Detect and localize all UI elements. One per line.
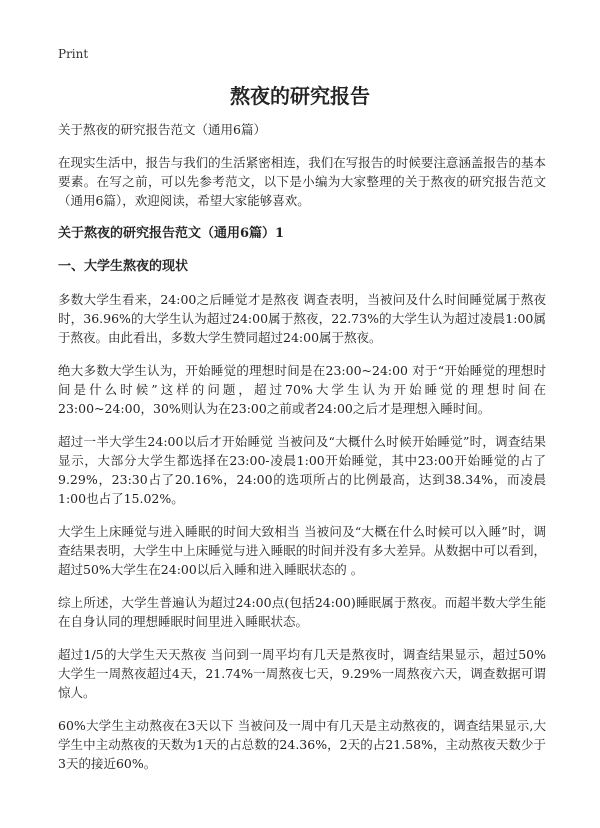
body-paragraph: 绝大多数大学生认为，开始睡觉的理想时间是在23:00~24:00 对于“开始睡觉的理想时间是什么时候”这样的问题，超过70%大学生认为开始睡觉的理想时间在23:00~24:00，30%则认为在23:00之前或者24:00之后才是理想入睡时间。	[58, 363, 546, 416]
body-paragraph: 60%大学生主动熬夜在3天以下 当被问及一周中有几天是主动熬夜的，调查结果显示,大学生中主动熬夜的天数为1天的占总数的24.36%，2天的占21.58%，主动熬夜天数少于3天的接近60%。	[58, 718, 546, 771]
body-paragraph: 超过1/5的大学生天天熬夜 当问到一周平均有几天是熬夜时，调查结果显示，超过50%大学生一周熬夜超过4天，21.74%一周熬夜七天，9.29%一周熬夜六天，调查数据可谓惊人。	[58, 647, 546, 700]
body-paragraph: 综上所述，大学生普遍认为超过24:00点(包括24:00)睡眠属于熬夜。而超半数大学生能在自身认同的理想睡眠时间里进入睡眠状态。	[58, 595, 546, 629]
document-body	[58, 120, 546, 787]
body-paragraph: 大学生上床睡觉与进入睡眠的时间大致相当 当被问及“大概在什么时候可以入睡”时，调查结果表明，大学生中上床睡觉与进入睡眠的时间并没有多大差异。从数据中可以看到，超过50%大学生在24:00以后入睡和进入睡眠状态的 。	[58, 524, 546, 577]
print-button[interactable]: Print	[58, 47, 89, 61]
page-title: 熬夜的研究报告	[230, 84, 370, 108]
subsection-heading: 一、大学生熬夜的现状	[58, 259, 189, 274]
body-paragraph: 多数大学生看来，24:00之后睡觉才是熬夜 调查表明，当被问及什么时间睡觉属于熬夜时，36.96%的大学生认为超过24:00属于熬夜，22.73%的大学生认为超过凌晨1:00属于熬夜。由此看出，多数大学生赞同超过24:00属于熬夜。	[58, 292, 546, 345]
body-paragraph: 超过一半大学生24:00以后才开始睡觉 当被问及“大概什么时候开始睡觉”时，调查结果显示，大部分大学生都选择在23:00-凌晨1:00开始睡觉，其中23:00开始睡觉的占了9.29%，23:30占了20.16%，24:00的选项所占的比例最高，达到38.34%，而凌晨1:00也占了15.02%。	[58, 434, 546, 506]
document-subtitle: 关于熬夜的研究报告范文（通用6篇）	[58, 122, 266, 137]
intro-paragraph: 在现实生活中，报告与我们的生活紧密相连，我们在写报告的时候要注意涵盖报告的基本要素。在写之前，可以先参考范文，以下是小编为大家整理的关于熬夜的研究报告范文（通用6篇），欢迎阅读，希望大家能够喜欢。	[58, 155, 546, 208]
section-heading: 关于熬夜的研究报告范文（通用6篇）1	[58, 226, 285, 241]
